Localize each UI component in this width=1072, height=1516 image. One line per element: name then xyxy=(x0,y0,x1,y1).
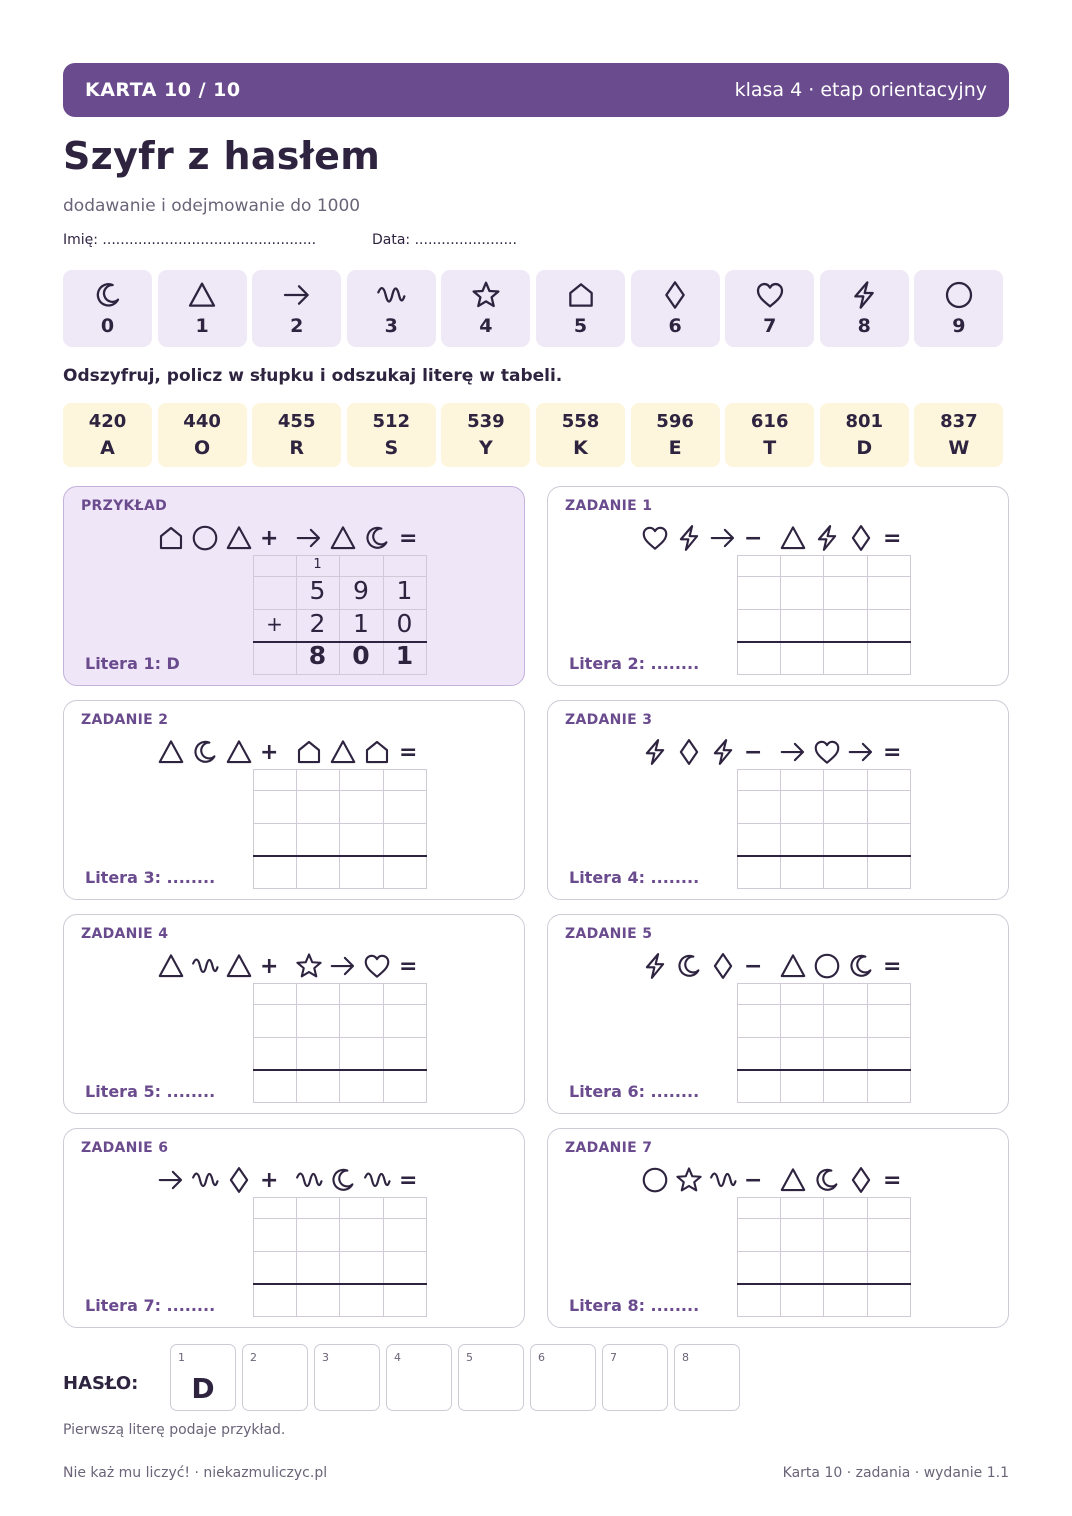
equation xyxy=(156,523,436,555)
lookup-number: 440 xyxy=(183,411,221,432)
lightning-icon xyxy=(640,737,670,767)
operator: + xyxy=(260,954,279,979)
result-digit: 8 xyxy=(308,641,327,670)
task-label: ZADANIE 5 xyxy=(565,926,653,942)
box-index: 8 xyxy=(682,1351,689,1364)
footer-right: Karta 10 · zadania · wydanie 1.1 xyxy=(782,1465,1009,1481)
lightning-icon xyxy=(848,279,880,311)
task-card xyxy=(547,486,1009,686)
task-card xyxy=(63,914,525,1114)
lookup-letter: E xyxy=(668,437,682,459)
equation xyxy=(156,951,436,983)
legend-cell xyxy=(347,270,436,347)
lookup-number: 420 xyxy=(88,411,127,432)
legend-digit: 8 xyxy=(857,315,871,337)
legend-digit: 1 xyxy=(195,315,209,337)
instruction-text: Odszyfruj, policz w słupku i odszukaj literę w tabeli. xyxy=(63,366,563,386)
wave-icon xyxy=(190,1165,220,1195)
column-calc-grid[interactable] xyxy=(737,983,911,1102)
lookup-letter: R xyxy=(289,437,304,459)
legend-digit: 2 xyxy=(290,315,304,337)
diamond-icon xyxy=(846,523,876,553)
arrow-right-icon xyxy=(294,523,324,553)
lookup-number: 558 xyxy=(561,411,600,432)
legend-cell xyxy=(441,270,530,347)
result-digit: 1 xyxy=(395,641,414,670)
equals-sign: = xyxy=(399,1168,418,1193)
column-calc-grid[interactable] xyxy=(737,769,911,888)
legend-cell xyxy=(725,270,814,347)
card-number: KARTA 10 / 10 xyxy=(85,79,241,101)
column-calc-grid[interactable] xyxy=(253,983,427,1102)
triangle-icon xyxy=(186,279,218,311)
triangle-icon xyxy=(328,737,358,767)
footer-left: Nie każ mu liczyć! · niekazmuliczyc.pl xyxy=(63,1465,328,1481)
answer-letter-field[interactable]: Litera 6: ........ xyxy=(569,1082,700,1101)
password-letter-box[interactable] xyxy=(530,1344,596,1411)
diamond-icon xyxy=(708,951,738,981)
task-label: ZADANIE 3 xyxy=(565,712,653,728)
password-letter-box[interactable] xyxy=(458,1344,524,1411)
moon-icon xyxy=(812,1165,842,1195)
circle-icon xyxy=(640,1165,670,1195)
task-card xyxy=(547,914,1009,1114)
legend-digit: 3 xyxy=(384,315,398,337)
lookup-letter: T xyxy=(763,437,777,459)
lightning-icon xyxy=(708,737,738,767)
password-letter-box[interactable] xyxy=(170,1344,236,1411)
date-field[interactable]: Data: ....................... xyxy=(372,232,517,248)
answer-letter-field[interactable]: Litera 5: ........ xyxy=(85,1082,216,1101)
operator: + xyxy=(260,1168,279,1193)
moon-icon xyxy=(328,1165,358,1195)
wave-icon xyxy=(375,279,407,311)
password-letter-box[interactable] xyxy=(674,1344,740,1411)
equation xyxy=(156,737,436,769)
operator: − xyxy=(744,954,763,979)
plus-sign: + xyxy=(266,612,283,636)
lookup-letter: A xyxy=(100,437,115,459)
triangle-icon xyxy=(156,737,186,767)
house-icon xyxy=(362,737,392,767)
arrow-right-icon xyxy=(778,737,808,767)
lookup-cell xyxy=(441,403,530,467)
answer-letter-field[interactable]: Litera 3: ........ xyxy=(85,868,216,887)
box-index: 5 xyxy=(466,1351,473,1364)
box-index: 7 xyxy=(610,1351,617,1364)
circle-icon xyxy=(943,279,975,311)
password-letter-box[interactable] xyxy=(314,1344,380,1411)
diamond-icon xyxy=(674,737,704,767)
lookup-cell xyxy=(158,403,247,467)
heart-icon xyxy=(754,279,786,311)
lookup-letter: K xyxy=(573,437,588,459)
house-icon xyxy=(565,279,597,311)
moon-icon xyxy=(362,523,392,553)
operator: − xyxy=(744,1168,763,1193)
equals-sign: = xyxy=(399,954,418,979)
lookup-cell xyxy=(725,403,814,467)
arrow-right-icon xyxy=(281,279,313,311)
lookup-cell xyxy=(631,403,720,467)
triangle-icon xyxy=(778,1165,808,1195)
column-calc-grid[interactable] xyxy=(253,1197,427,1316)
password-letter-box[interactable] xyxy=(386,1344,452,1411)
arrow-right-icon xyxy=(156,1165,186,1195)
triangle-icon xyxy=(224,737,254,767)
legend-digit: 7 xyxy=(763,315,777,337)
triangle-icon xyxy=(156,951,186,981)
moon-icon xyxy=(92,279,124,311)
task-label: ZADANIE 1 xyxy=(565,498,653,514)
task-label: ZADANIE 2 xyxy=(81,712,169,728)
operator: − xyxy=(744,740,763,765)
equation xyxy=(640,1165,920,1197)
equals-sign: = xyxy=(399,740,418,765)
lookup-letter: W xyxy=(948,437,970,459)
wave-icon xyxy=(294,1165,324,1195)
legend-cell xyxy=(820,270,909,347)
result-digit: 0 xyxy=(352,641,370,670)
lookup-number: 539 xyxy=(467,411,505,432)
arrow-right-icon xyxy=(846,737,876,767)
task-card xyxy=(547,700,1009,900)
box-index: 1 xyxy=(178,1351,185,1364)
equation xyxy=(640,737,920,769)
page-title: Szyfr z hasłem xyxy=(63,134,381,178)
triangle-icon xyxy=(778,951,808,981)
triangle-icon xyxy=(224,951,254,981)
equals-sign: = xyxy=(883,740,902,765)
equals-sign: = xyxy=(883,526,902,551)
lookup-number: 801 xyxy=(845,411,884,432)
grade-label: klasa 4 · etap orientacyjny xyxy=(734,79,987,101)
lookup-number: 455 xyxy=(277,411,316,432)
legend-digit: 5 xyxy=(573,315,588,337)
house-icon xyxy=(156,523,186,553)
triangle-icon xyxy=(328,523,358,553)
task-card xyxy=(63,1128,525,1328)
lightning-icon xyxy=(674,523,704,553)
star-icon xyxy=(674,1165,704,1195)
equation xyxy=(640,523,920,555)
lookup-number: 616 xyxy=(750,411,789,432)
moon-icon xyxy=(190,737,220,767)
diamond-icon xyxy=(224,1165,254,1195)
heart-icon xyxy=(812,737,842,767)
lookup-number: 512 xyxy=(372,411,411,432)
operator: − xyxy=(744,526,763,551)
lookup-letter: Y xyxy=(479,437,493,459)
password-letter-box[interactable] xyxy=(242,1344,308,1411)
arrow-right-icon xyxy=(328,951,358,981)
legend-digit: 6 xyxy=(668,315,682,337)
legend-cell xyxy=(914,270,1003,347)
operator: + xyxy=(260,526,279,551)
moon-icon xyxy=(846,951,876,981)
legend-digit: 9 xyxy=(952,315,966,337)
column-calc-grid[interactable] xyxy=(737,555,911,674)
letter-lookup-table xyxy=(63,403,1009,468)
star-icon xyxy=(294,951,324,981)
wave-icon xyxy=(708,1165,738,1195)
cipher-legend xyxy=(63,270,1009,348)
lookup-letter: O xyxy=(194,437,211,459)
heart-icon xyxy=(362,951,392,981)
circle-icon xyxy=(190,523,220,553)
box-index: 4 xyxy=(394,1351,401,1364)
equals-sign: = xyxy=(399,526,418,551)
legend-cell xyxy=(536,270,625,347)
house-icon xyxy=(294,737,324,767)
circle-icon xyxy=(812,951,842,981)
lookup-cell xyxy=(536,403,625,467)
equals-sign: = xyxy=(883,1168,902,1193)
legend-digit: 4 xyxy=(479,315,493,337)
box-letter: D xyxy=(191,1372,215,1405)
equals-sign: = xyxy=(883,954,902,979)
column-calc-grid xyxy=(253,555,427,674)
box-index: 2 xyxy=(250,1351,257,1364)
addend-digit: 0 xyxy=(396,609,413,638)
lookup-number: 837 xyxy=(940,411,978,432)
answer-letter: Litera 1: D xyxy=(85,654,180,673)
wave-icon xyxy=(190,951,220,981)
task-label: ZADANIE 6 xyxy=(81,1140,169,1156)
task-card xyxy=(547,1128,1009,1328)
lookup-letter: D xyxy=(856,437,873,459)
operator: + xyxy=(260,740,279,765)
lookup-cell xyxy=(820,403,909,467)
carry-digit: 1 xyxy=(313,557,322,572)
task-label: PRZYKŁAD xyxy=(81,498,168,514)
legend-digit: 0 xyxy=(100,315,115,337)
lookup-cell xyxy=(914,403,1003,467)
answer-letter-field[interactable]: Litera 8: ........ xyxy=(569,1296,700,1315)
lookup-cell xyxy=(347,403,436,467)
lookup-letter: S xyxy=(384,437,399,459)
addend-digit: 2 xyxy=(309,609,326,638)
diamond-icon xyxy=(846,1165,876,1195)
password-letter-box[interactable] xyxy=(602,1344,668,1411)
heart-icon xyxy=(640,523,670,553)
lookup-cell xyxy=(63,403,152,467)
task-label: ZADANIE 4 xyxy=(81,926,169,942)
answer-letter-field[interactable]: Litera 7: ........ xyxy=(85,1296,216,1315)
addend-digit: 5 xyxy=(309,576,326,605)
lookup-number: 596 xyxy=(656,411,694,432)
task-label: ZADANIE 7 xyxy=(565,1140,653,1156)
example-task xyxy=(63,486,525,686)
password-label: HASŁO: xyxy=(63,1373,139,1394)
lightning-icon xyxy=(640,951,670,981)
hint-note: Pierwszą literę podaje przykład. xyxy=(63,1422,286,1438)
legend-cell xyxy=(252,270,341,347)
column-calc-grid[interactable] xyxy=(253,769,427,888)
header-bar xyxy=(63,63,1009,117)
name-field[interactable]: Imię: ................................................ xyxy=(63,232,317,248)
legend-cell xyxy=(158,270,247,347)
legend-cell xyxy=(631,270,720,347)
lookup-cell xyxy=(252,403,341,467)
page-subtitle: dodawanie i odejmowanie do 1000 xyxy=(63,196,361,216)
star-icon xyxy=(470,279,502,311)
addend-digit: 1 xyxy=(353,609,369,638)
lightning-icon xyxy=(812,523,842,553)
equation xyxy=(156,1165,436,1197)
moon-icon xyxy=(674,951,704,981)
box-index: 6 xyxy=(538,1351,545,1364)
diamond-icon xyxy=(659,279,691,311)
answer-letter-field[interactable]: Litera 4: ........ xyxy=(569,868,700,887)
arrow-right-icon xyxy=(708,523,738,553)
equation xyxy=(640,951,920,983)
answer-letter-field[interactable]: Litera 2: ........ xyxy=(569,654,700,673)
box-index: 3 xyxy=(322,1351,329,1364)
wave-icon xyxy=(362,1165,392,1195)
addend-digit: 9 xyxy=(353,576,369,605)
task-card xyxy=(63,700,525,900)
addend-digit: 1 xyxy=(396,576,413,605)
triangle-icon xyxy=(778,523,808,553)
legend-cell xyxy=(63,270,152,347)
triangle-icon xyxy=(224,523,254,553)
column-calc-grid[interactable] xyxy=(737,1197,911,1316)
